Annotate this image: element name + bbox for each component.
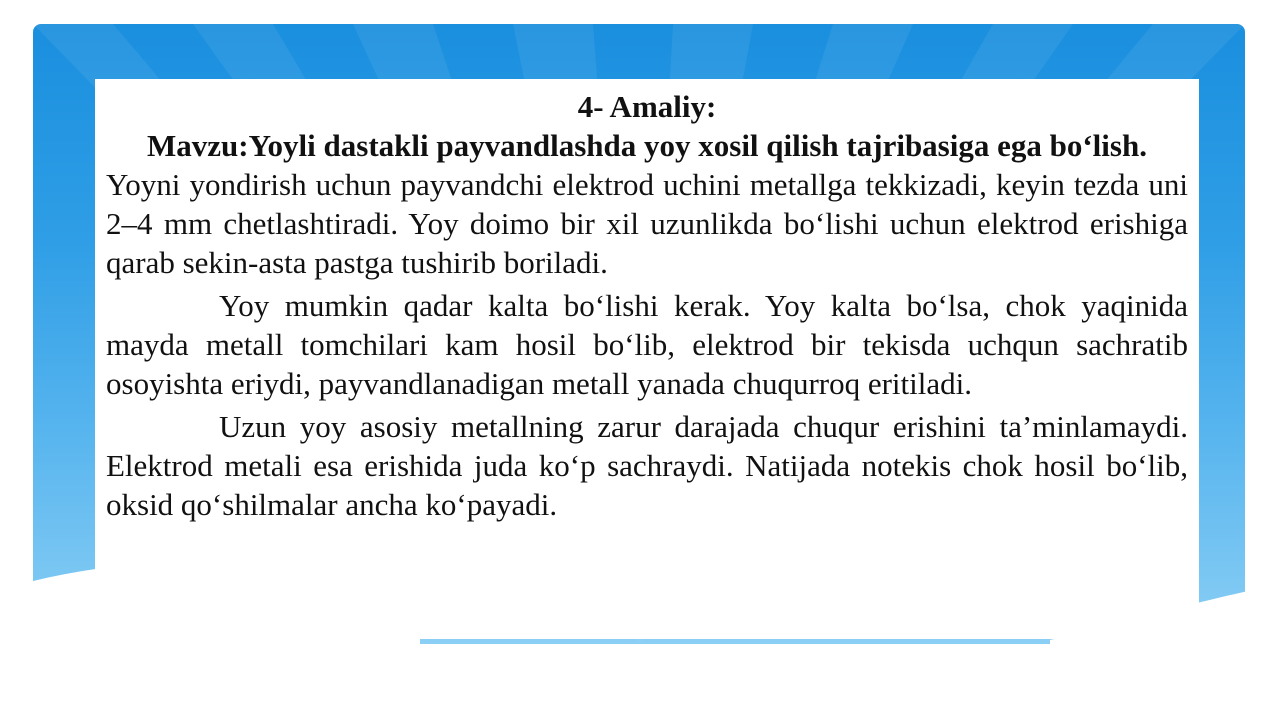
slide-topic: Mavzu:Yoyli dastakli payvandlashda yoy xosil qilish tajribasiga ega bo‘lish. bbox=[147, 128, 1147, 163]
paragraph-3: Uzun yoy asosiy metallning zarur darajada chuqur erishini ta’minlamaydi. Elektrod metali esa erishida juda ko‘p sachraydi. Natijada notekis chok hosil bo‘lib, oksid qo‘shilmalar ancha ko‘payadi. bbox=[106, 409, 1188, 522]
slide-heading: 4- Amaliy: bbox=[577, 89, 717, 124]
paragraph-1: Yoyni yondirish uchun payvandchi elektrod uchini metallga tekkizadi, keyin tezda uni 2–4 mm chetlashtiradi. Yoy doimo bir xil uzunlikda bo‘lishi uchun elektrod erishiga qarab sekin-asta pastga tushirib boriladi. bbox=[106, 167, 1188, 280]
text-block bbox=[106, 87, 1188, 524]
paragraph-2: Yoy mumkin qadar kalta bo‘lishi kerak. Yoy kalta bo‘lsa, chok yaqinida mayda metall tomchilari kam hosil bo‘lib, elektrod bir tekisda uchqun sachratib osoyishta eriydi, payvandlanadigan metall yanada chuqurroq eritiladi. bbox=[106, 288, 1188, 401]
content-panel bbox=[95, 79, 1199, 639]
